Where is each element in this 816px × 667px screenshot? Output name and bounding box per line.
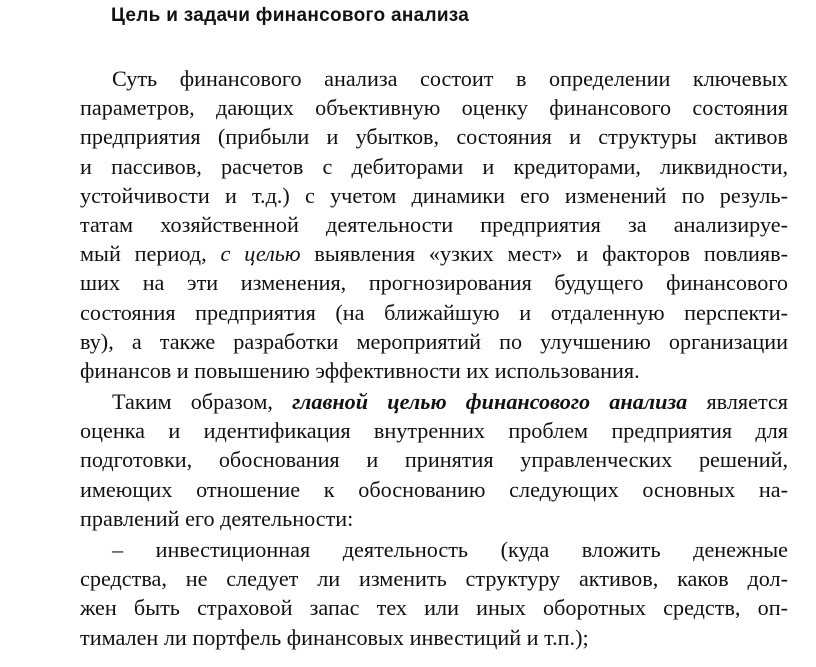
text-line <box>80 445 788 474</box>
text-run: татам хозяйственной деятельности предприятия за анализируе- <box>80 211 788 237</box>
text-run: устойчивости и т.д.) с учетом динамики его изменений по резуль- <box>80 182 788 208</box>
text-run: мый период, <box>80 241 221 267</box>
text-run: предприятия (прибыли и убытков, состояния и структуры активов <box>80 124 788 150</box>
text-line <box>80 298 788 327</box>
text-run: тимален ли портфель финансовых инвестиций и т.п.); <box>80 624 589 650</box>
text-line <box>80 593 788 622</box>
text-run: и пассивов, расчетов с дебиторами и кредиторами, ликвидности, <box>80 153 788 179</box>
text-line <box>80 356 788 385</box>
text-line <box>80 327 788 356</box>
text-line <box>80 93 788 122</box>
section-title: Цель и задачи финансового анализа <box>111 5 470 26</box>
text-run: выявления «узких мест» и факторов повлияв- <box>300 241 788 267</box>
text-line <box>80 239 788 268</box>
text-run: правлений его деятельности: <box>80 505 354 531</box>
text-run: имеющих отношение к обоснованию следующих основных на- <box>80 476 788 502</box>
text-run: Суть финансового анализа состоит в определении ключевых <box>112 66 788 91</box>
text-line <box>80 268 788 297</box>
text-line <box>80 210 788 239</box>
text-run: подготовки, обоснования и принятия управленческих решений, <box>80 447 788 473</box>
text-run: является <box>687 389 788 415</box>
text-run: ших на эти изменения, прогнозирования будущего финансового <box>80 270 788 296</box>
paragraph-2 <box>80 387 788 533</box>
text-line <box>80 564 788 593</box>
text-line <box>80 64 788 93</box>
text-run: состояния предприятия (на ближайшую и отдаленную перспекти- <box>80 299 788 325</box>
text-run: жен быть страховой запас тех или иных оборотных средств, оп- <box>80 595 788 621</box>
italic-emphasis: с целью <box>220 241 301 267</box>
text-run: оценка и идентификация внутренних проблем предприятия для <box>80 418 788 444</box>
text-line <box>80 416 788 445</box>
text-line <box>80 387 788 416</box>
list-item-investment <box>80 535 788 652</box>
text-line <box>80 122 788 151</box>
text-run: Таким образом, <box>112 389 293 415</box>
text-run: – инвестиционная деятельность (куда вложить денежные <box>112 537 788 562</box>
text-line <box>80 504 788 533</box>
bold-italic-emphasis: главной целью финансового анализа <box>292 389 688 415</box>
paragraph-1 <box>80 64 788 385</box>
text-line <box>80 475 788 504</box>
text-run: параметров, дающих объективную оценку финансового состояния <box>80 95 788 121</box>
title-gap <box>80 28 788 64</box>
text-run: ву), а также разработки мероприятий по улучшению организации <box>80 328 788 354</box>
text-run: средства, не следует ли изменить структуру активов, каков дол- <box>80 566 788 592</box>
text-run: финансов и повышению эффективности их использования. <box>80 357 640 383</box>
text-line <box>80 152 788 181</box>
text-line <box>80 535 788 564</box>
text-line <box>80 181 788 210</box>
text-line <box>80 623 788 652</box>
